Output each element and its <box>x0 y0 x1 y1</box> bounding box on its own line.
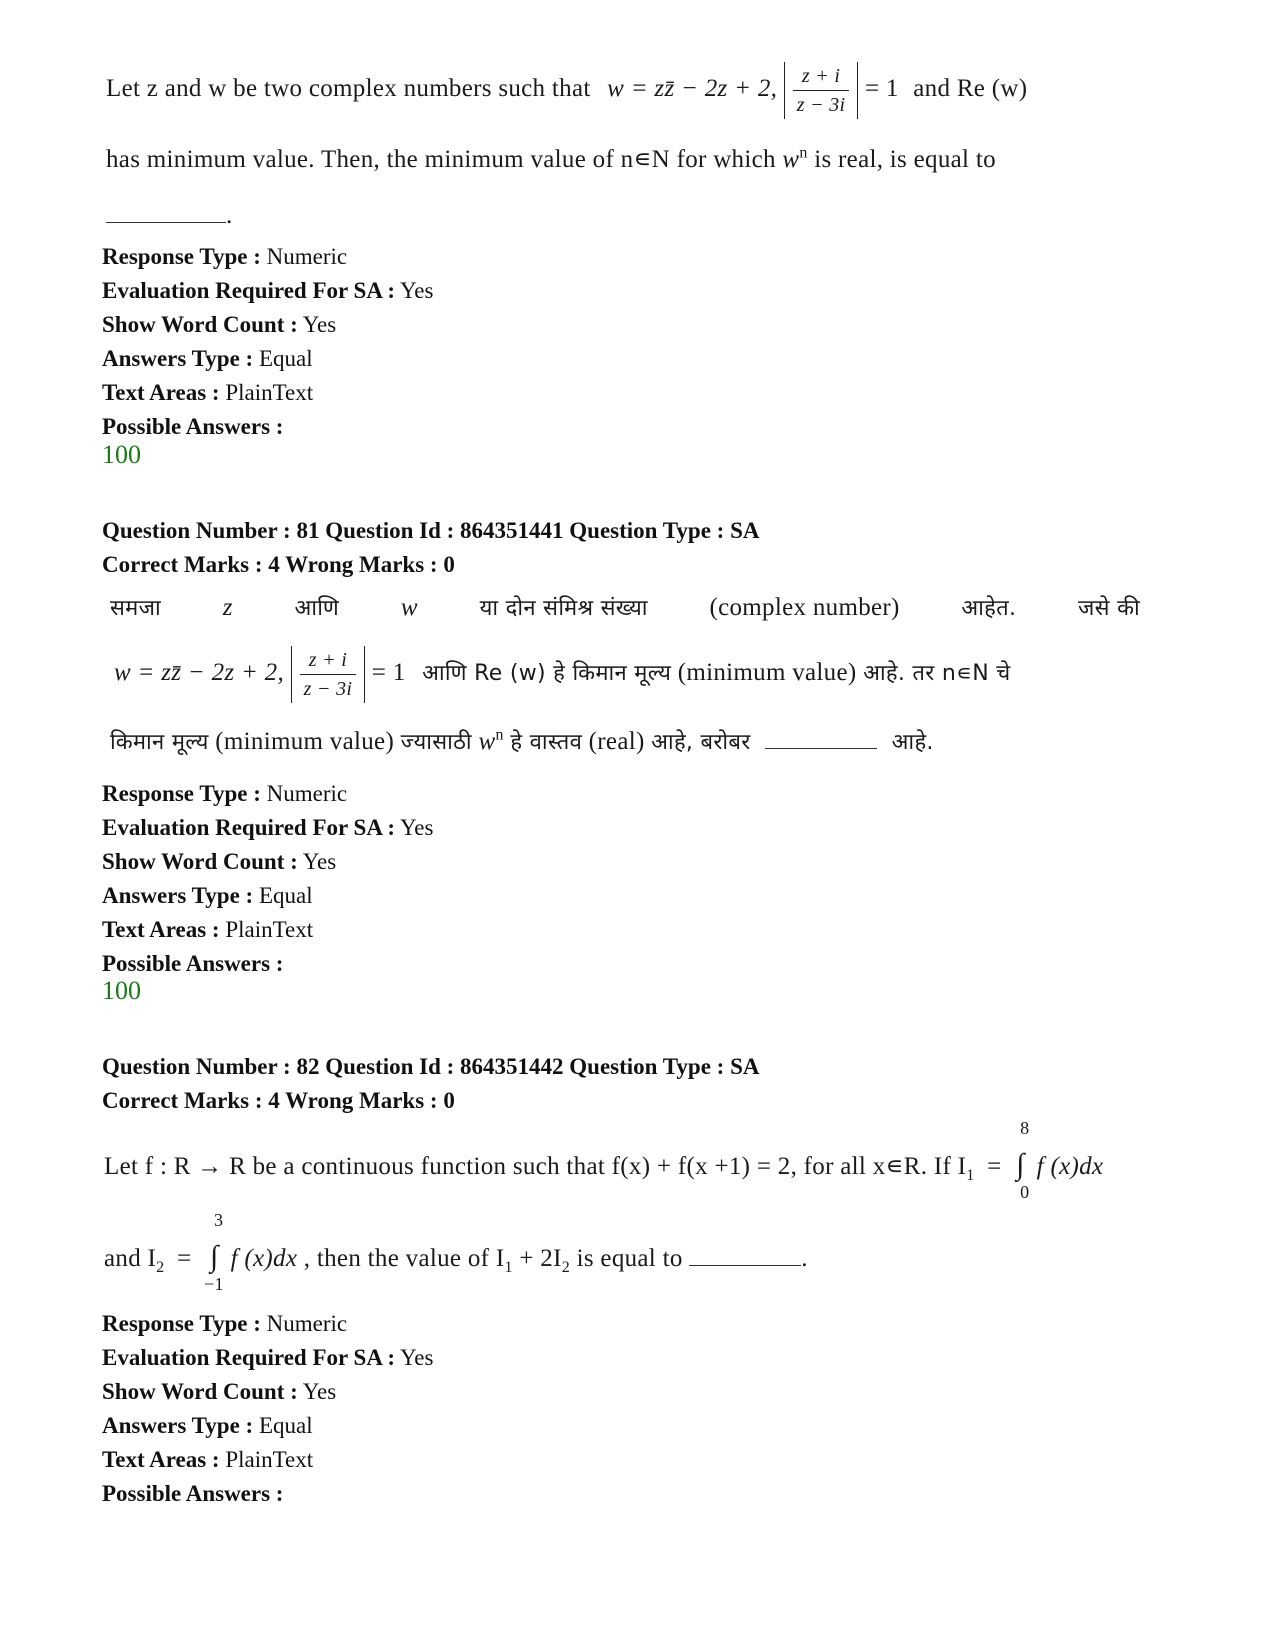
value: Numeric <box>266 781 348 806</box>
label: Possible Answers : <box>102 414 284 439</box>
q80-line1 <box>106 62 1027 119</box>
value: Equal <box>258 883 313 908</box>
q81-formula: w = zz̄ − 2z + 2, <box>114 659 285 687</box>
q82-marks: Correct Marks : 4 Wrong Marks : 0 <box>102 1088 455 1113</box>
q81-line1 <box>110 592 1140 622</box>
value: Yes <box>302 849 337 874</box>
answer-blank <box>765 748 877 749</box>
q80-w: w <box>782 146 800 173</box>
q82-text: , then the value of I <box>303 1245 505 1272</box>
q80-formula: w = zz̄ − 2z + 2, <box>607 75 778 103</box>
q81-text: ज्यासाठी <box>400 730 472 755</box>
q80-meta <box>102 240 433 444</box>
q80-possible-answer: 100 <box>102 440 141 469</box>
q81-text-en: (complex number) <box>709 594 900 621</box>
value: PlainText <box>225 380 314 405</box>
value: Yes <box>302 1379 337 1404</box>
q82-text: is equal to <box>576 1245 683 1272</box>
label: Possible Answers : <box>102 951 284 976</box>
subscript: 2 <box>561 1259 571 1276</box>
label: Text Areas : <box>102 1447 220 1472</box>
q81-text: आहे, बरोबर <box>651 730 751 755</box>
q80-abs-fraction <box>784 62 859 119</box>
q81-equals: = 1 <box>371 659 406 687</box>
integral-lower-limit: −1 <box>204 1274 224 1294</box>
q80-equals: = 1 <box>864 75 899 103</box>
q81-text: किमान मूल्य <box>110 730 209 755</box>
q81-text-en: (real) <box>588 728 645 755</box>
q80-exponent: n <box>799 144 808 162</box>
q80-blank-line <box>106 202 233 230</box>
q81-abs-fraction <box>291 646 366 703</box>
value: Yes <box>400 278 434 303</box>
value: Equal <box>258 346 313 371</box>
label: Evaluation Required For SA : <box>102 278 396 303</box>
fraction-numerator: z + i <box>793 62 850 91</box>
q80-text: Let z and w be two complex numbers such that <box>106 75 591 103</box>
value: Numeric <box>266 244 348 269</box>
subscript: 1 <box>504 1259 513 1276</box>
label: Response Type : <box>102 1311 261 1336</box>
label: Evaluation Required For SA : <box>102 1345 396 1370</box>
label: Show Word Count : <box>102 849 298 874</box>
q80-text-line2: has minimum value. Then, the minimum value of n∊N for which <box>106 146 776 173</box>
label: Response Type : <box>102 781 261 806</box>
q81-text: आहे. <box>891 730 934 755</box>
label: Answers Type : <box>102 883 254 908</box>
q82-equals: = <box>177 1245 192 1272</box>
fraction-denominator: z − 3i <box>303 678 353 700</box>
q80-line2 <box>106 144 996 174</box>
value: Yes <box>400 1345 434 1370</box>
integral-sign: ∫ 3 −1 <box>204 1210 224 1294</box>
label: Show Word Count : <box>102 312 298 337</box>
q82-line2 <box>104 1210 808 1294</box>
q81-var-w: w <box>400 594 418 621</box>
q81-meta <box>102 777 433 981</box>
q82-text: + 2I <box>512 1245 562 1272</box>
q81-text: आहे. तर n∊N चे <box>863 661 1011 687</box>
value: Yes <box>302 312 337 337</box>
integrand: f (x)dx <box>1036 1153 1104 1180</box>
q80-text-re: and Re (w) <box>913 75 1028 103</box>
q81-text: आणि Re (w) हे किमान मूल्य <box>422 661 672 687</box>
q82-text: and I <box>104 1245 157 1272</box>
q81-line2 <box>114 646 1011 703</box>
label: Possible Answers : <box>102 1481 284 1506</box>
q81-line3 <box>110 726 934 756</box>
q81-text-en: (minimum value) <box>215 728 395 755</box>
q82-header: Question Number : 82 Question Id : 864351442 Question Type : SA <box>102 1054 760 1079</box>
fraction-numerator: z + i <box>300 646 357 675</box>
q81-text-en: (minimum value) <box>677 659 857 687</box>
q81-w: w <box>478 728 496 755</box>
q81-exponent: n <box>495 726 504 744</box>
label: Evaluation Required For SA : <box>102 815 396 840</box>
label: Text Areas : <box>102 380 220 405</box>
subscript: 2 <box>156 1259 165 1276</box>
q81-text: आहेत. <box>961 596 1017 621</box>
answer-blank <box>106 222 226 223</box>
integrand: f (x)dx <box>230 1245 298 1272</box>
value: PlainText <box>225 917 314 942</box>
label: Answers Type : <box>102 346 254 371</box>
q82-tail: . <box>801 1245 808 1272</box>
answer-blank <box>689 1265 801 1266</box>
q80-tail: . <box>226 202 233 229</box>
value: PlainText <box>225 1447 314 1472</box>
integral-upper-limit: 3 <box>214 1210 224 1230</box>
fraction-denominator: z − 3i <box>796 94 846 116</box>
integral-sign: ∫ 8 0 <box>1016 1118 1030 1202</box>
subscript: 1 <box>966 1167 975 1184</box>
label: Answers Type : <box>102 1413 254 1438</box>
value: Numeric <box>266 1311 348 1336</box>
q81-marks: Correct Marks : 4 Wrong Marks : 0 <box>102 552 455 577</box>
q81-header: Question Number : 81 Question Id : 864351441 Question Type : SA <box>102 518 760 543</box>
q81-var-z: z <box>222 594 233 621</box>
label: Show Word Count : <box>102 1379 298 1404</box>
label: Text Areas : <box>102 917 220 942</box>
q82-equals: = <box>987 1153 1002 1180</box>
q82-line1 <box>104 1118 1104 1202</box>
integral-upper-limit: 8 <box>1020 1118 1030 1138</box>
q81-text: हे वास्तव <box>510 730 583 755</box>
q81-text: जसे की <box>1078 596 1140 621</box>
q81-text: समजा <box>110 596 161 621</box>
q80-text-line2b: is real, is equal to <box>814 146 996 173</box>
value: Yes <box>400 815 434 840</box>
label: Response Type : <box>102 244 261 269</box>
q82-meta <box>102 1307 433 1511</box>
integral-lower-limit: 0 <box>1020 1182 1030 1202</box>
value: Equal <box>258 1413 313 1438</box>
q81-possible-answer: 100 <box>102 976 141 1005</box>
q81-text: आणि <box>294 596 340 621</box>
q81-text: या दोन संमिश्र संख्या <box>479 596 648 621</box>
q82-text: Let f : R → R be a continuous function such that f(x) + f(x +1) = 2, for all x∊R. If I <box>104 1153 967 1180</box>
